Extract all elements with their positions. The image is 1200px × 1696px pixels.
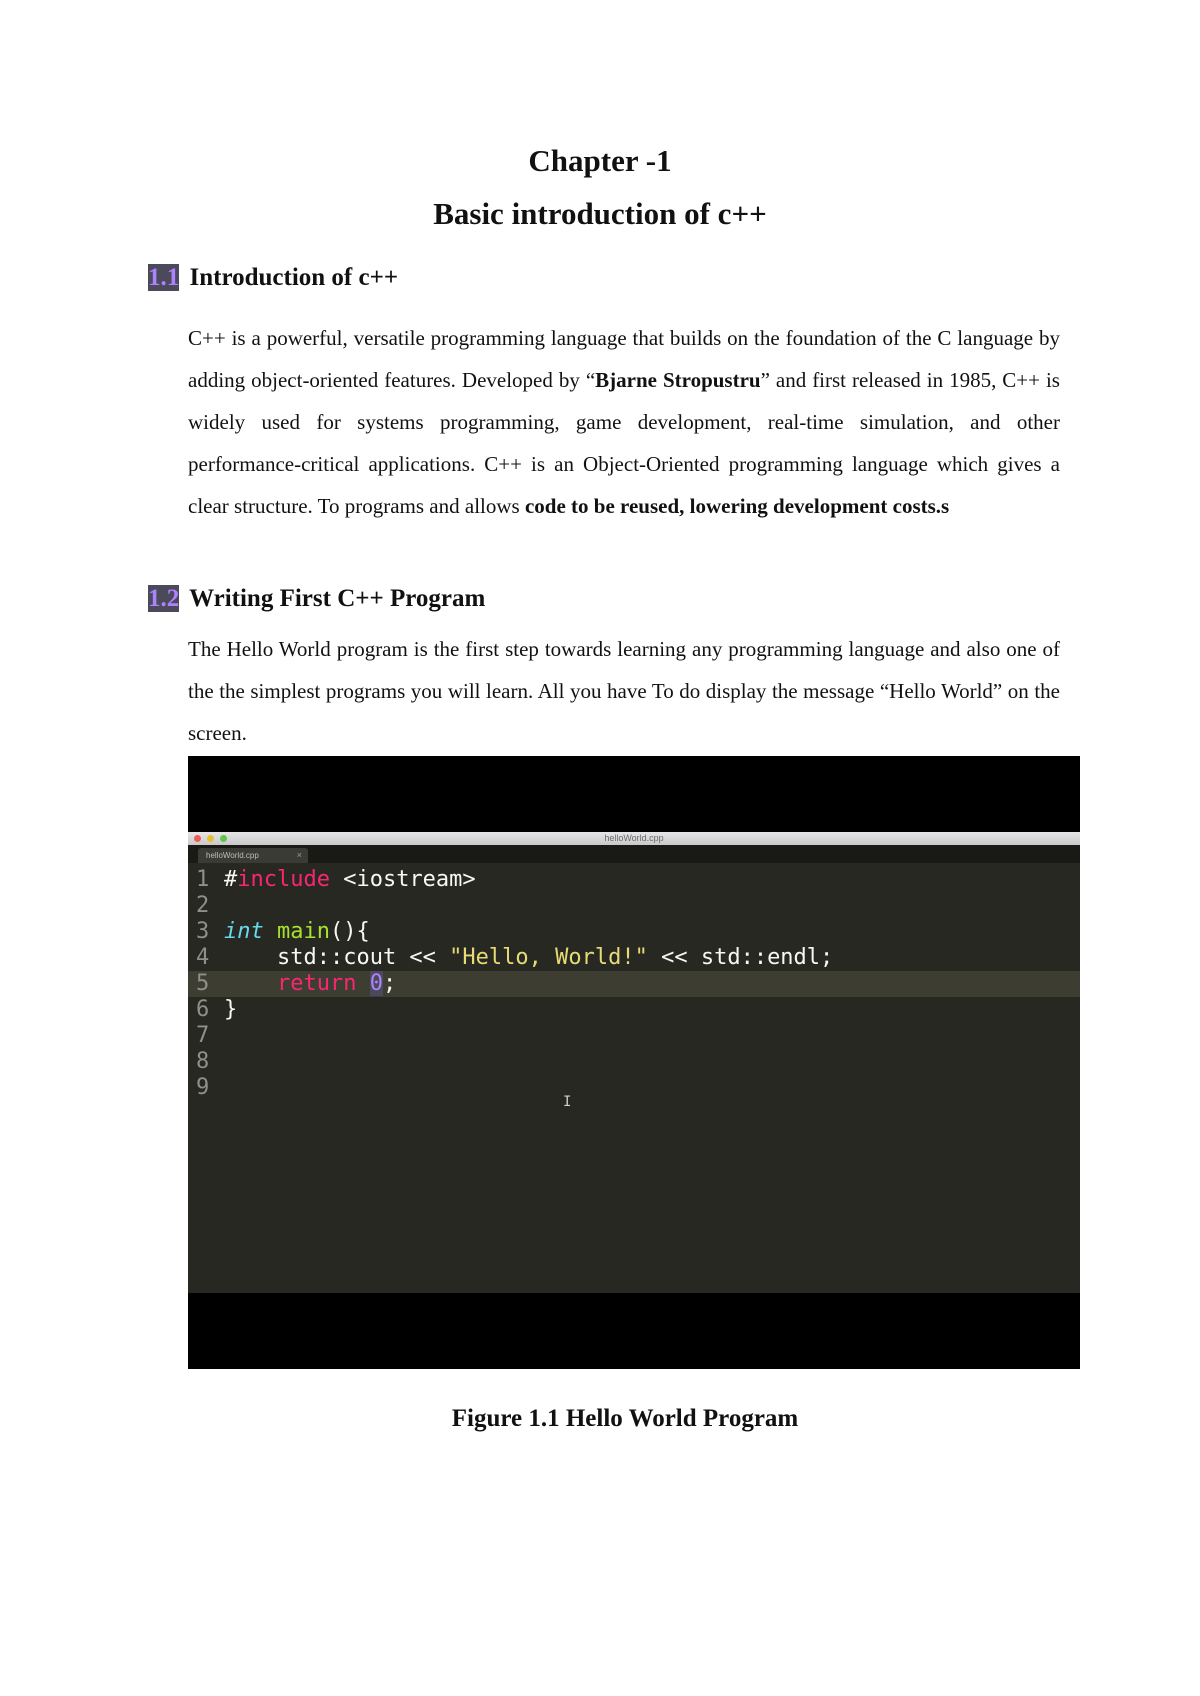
code-line bbox=[188, 1075, 1080, 1101]
paragraph-text: ” and first released in 1985, C++ is widely used for systems programming, game development, real-time simulation, and other performance-critical applications. C++ is an Object-Oriented programming language which gives a clear structure. To programs and allows bbox=[188, 368, 1060, 518]
number-literal: 0 bbox=[369, 971, 383, 996]
code-line bbox=[188, 1049, 1080, 1075]
type-keyword: int bbox=[224, 919, 264, 944]
line-number: 1 bbox=[196, 867, 210, 892]
figure-caption: Figure 1.1 Hello World Program bbox=[451, 1405, 799, 1432]
section-number: 1.1 bbox=[148, 264, 180, 291]
line-number: 5 bbox=[196, 971, 210, 996]
line-number: 9 bbox=[196, 1075, 210, 1100]
code-line: 6 } bbox=[188, 997, 1080, 1023]
code-line-active: 5 return 0; bbox=[188, 971, 1080, 997]
window-title: helloWorld.cpp bbox=[604, 833, 664, 843]
line-number: 2 bbox=[196, 893, 210, 918]
code-screenshot-figure bbox=[188, 756, 1080, 1369]
section-paragraph-1-1 bbox=[188, 317, 1060, 527]
chapter-subtitle: Basic introduction of c++ bbox=[433, 196, 767, 231]
line-number: 8 bbox=[196, 1049, 210, 1074]
paragraph-bold-text: code to be reused, lowering development costs.s bbox=[524, 494, 950, 518]
tab-helloworld bbox=[198, 848, 308, 863]
code-line: 4 std::cout << "Hello, World!" << std::endl; bbox=[188, 945, 1080, 971]
text-cursor-icon: I bbox=[563, 1094, 572, 1110]
section-heading-1-2 bbox=[148, 585, 485, 613]
line-number: 4 bbox=[196, 945, 210, 970]
tab-label: helloWorld.cpp bbox=[206, 851, 259, 860]
chapter-title: Chapter -1 bbox=[528, 143, 672, 178]
tab-bar bbox=[188, 845, 1080, 863]
window-titlebar bbox=[188, 832, 1080, 845]
line-number: 7 bbox=[196, 1023, 210, 1048]
string-literal: "Hello, World!" bbox=[449, 945, 648, 970]
function-name: main bbox=[277, 919, 330, 944]
code-line: 1 #include <iostream> bbox=[188, 867, 1080, 893]
section-number: 1.2 bbox=[148, 585, 180, 612]
code-line bbox=[188, 1023, 1080, 1049]
code-line bbox=[188, 893, 1080, 919]
code-editor bbox=[188, 832, 1080, 1293]
section-paragraph-1-2: The Hello World program is the first step towards learning any programming language and also one of the the simplest programs you will learn. All you have To do display the message “Hello World” on the screen. bbox=[188, 637, 1060, 745]
paragraph-text: C++ is a powerful, versatile programming language that builds on the foundation of the C language by adding object-oriented features. Developed by “ bbox=[188, 326, 1060, 392]
code-area bbox=[188, 867, 1080, 1101]
line-number: 6 bbox=[196, 997, 210, 1022]
section-title: Introduction of c++ bbox=[189, 264, 399, 291]
preprocessor-keyword: include bbox=[237, 867, 330, 892]
author-name: Bjarne Stropustru bbox=[595, 368, 761, 392]
section-title: Writing First C++ Program bbox=[189, 585, 486, 612]
section-heading-1-1 bbox=[148, 264, 398, 292]
line-number: 3 bbox=[196, 919, 210, 944]
return-keyword: return bbox=[276, 971, 357, 996]
close-icon: × bbox=[296, 850, 302, 860]
code-line: 3 int main(){ bbox=[188, 919, 1080, 945]
